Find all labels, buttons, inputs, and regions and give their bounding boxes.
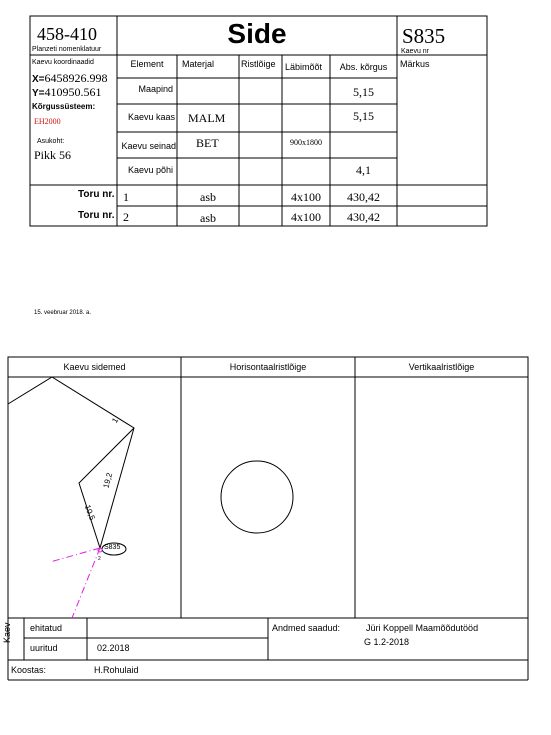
sketch-label-1: 1: [110, 416, 121, 425]
compiled-by-label: Koostas:: [11, 665, 47, 675]
coords-label: Kaevu koordinaadid: [32, 59, 94, 66]
bottom-form-frame: [8, 357, 528, 618]
compiled-by-value: H.Rohulaid: [94, 665, 139, 675]
notes-header: Märkus: [400, 59, 430, 69]
footer-built-label: ehitatud: [30, 623, 63, 633]
sketch-small-2: 2: [98, 556, 101, 562]
pipe-abs: 430,42: [347, 190, 380, 204]
row-abs: 4,1: [356, 163, 371, 177]
pipe-number: 2: [123, 210, 129, 224]
y-value: 410950.561: [44, 85, 102, 99]
data-source-label: Andmed saadud:: [272, 623, 341, 633]
pipe-abs: 430,42: [347, 210, 380, 224]
height-system-value: EH2000: [34, 117, 61, 126]
pipe-label: Toru nr.: [78, 189, 115, 200]
y-coordinate: [32, 85, 102, 100]
pipe-material: asb: [200, 190, 216, 204]
row-element: Kaevu kaas: [127, 112, 175, 122]
row-material: MALM: [188, 111, 226, 125]
nomenclature-number: 458-410: [37, 24, 97, 44]
y-label: Y=: [32, 88, 45, 99]
col-header-element: Element: [130, 59, 164, 69]
pipe-diameter: 4x100: [291, 210, 321, 224]
row-element: Kaevu seinad: [121, 141, 176, 151]
page-title: Side: [227, 18, 287, 49]
row-diameter: 900x1800: [290, 138, 322, 147]
pipe-network-lines: [52, 377, 134, 548]
x-value: 6458926.998: [44, 71, 108, 85]
pipe-diameter: 4x100: [291, 190, 321, 204]
location-label: Asukoht:: [37, 138, 65, 145]
height-system-label: Kõrgussüsteem:: [32, 102, 96, 111]
x-label: X=: [32, 74, 45, 85]
sketch-label-19-2: 19,2: [101, 471, 115, 490]
col-header-material: Materjal: [182, 59, 215, 69]
col-header-cross: Ristlõige: [241, 59, 276, 69]
row-abs: 5,15: [353, 109, 374, 123]
location-value: Pikk 56: [34, 148, 72, 162]
col-header-abs: Abs. kõrgus: [339, 62, 388, 72]
manhole-circle: [221, 461, 293, 533]
data-source-code: G 1.2-2018: [364, 637, 410, 647]
footer-surveyed-value: 02.2018: [97, 643, 130, 653]
data-source-value: Jüri Koppell Maamõõdutööd: [366, 623, 479, 633]
x-coordinate: [32, 71, 108, 86]
row-element: Maapind: [138, 84, 173, 94]
row-abs: 5,15: [353, 85, 374, 99]
well-tag: S835: [104, 544, 121, 551]
section-vertical: Vertikaalristlõige: [408, 362, 475, 372]
row-element: Kaevu põhi: [127, 165, 173, 175]
col-header-diameter: Läbimõõt: [285, 62, 323, 72]
pipe-material: asb: [200, 211, 216, 225]
pipe-label: Toru nr.: [78, 210, 115, 221]
well-number: S835: [402, 24, 446, 48]
well-number-label: Kaevu nr: [401, 48, 430, 55]
magenta-pipe-lines: [50, 548, 102, 618]
footer-surveyed-label: uuritud: [30, 643, 58, 653]
nomenclature-label: Planzeti nomenklatuur: [32, 46, 102, 53]
sketch-label-10-5: 10,5: [82, 503, 97, 522]
pipe-number: 1: [123, 190, 129, 204]
section-horizontal: Horisontaalristlõige: [229, 362, 307, 372]
footer-side-label: Kaev: [2, 622, 12, 643]
document-date: 15. veebruar 2018. a.: [34, 310, 92, 316]
row-material: BET: [196, 136, 219, 150]
section-connections: Kaevu sidemed: [63, 362, 126, 372]
